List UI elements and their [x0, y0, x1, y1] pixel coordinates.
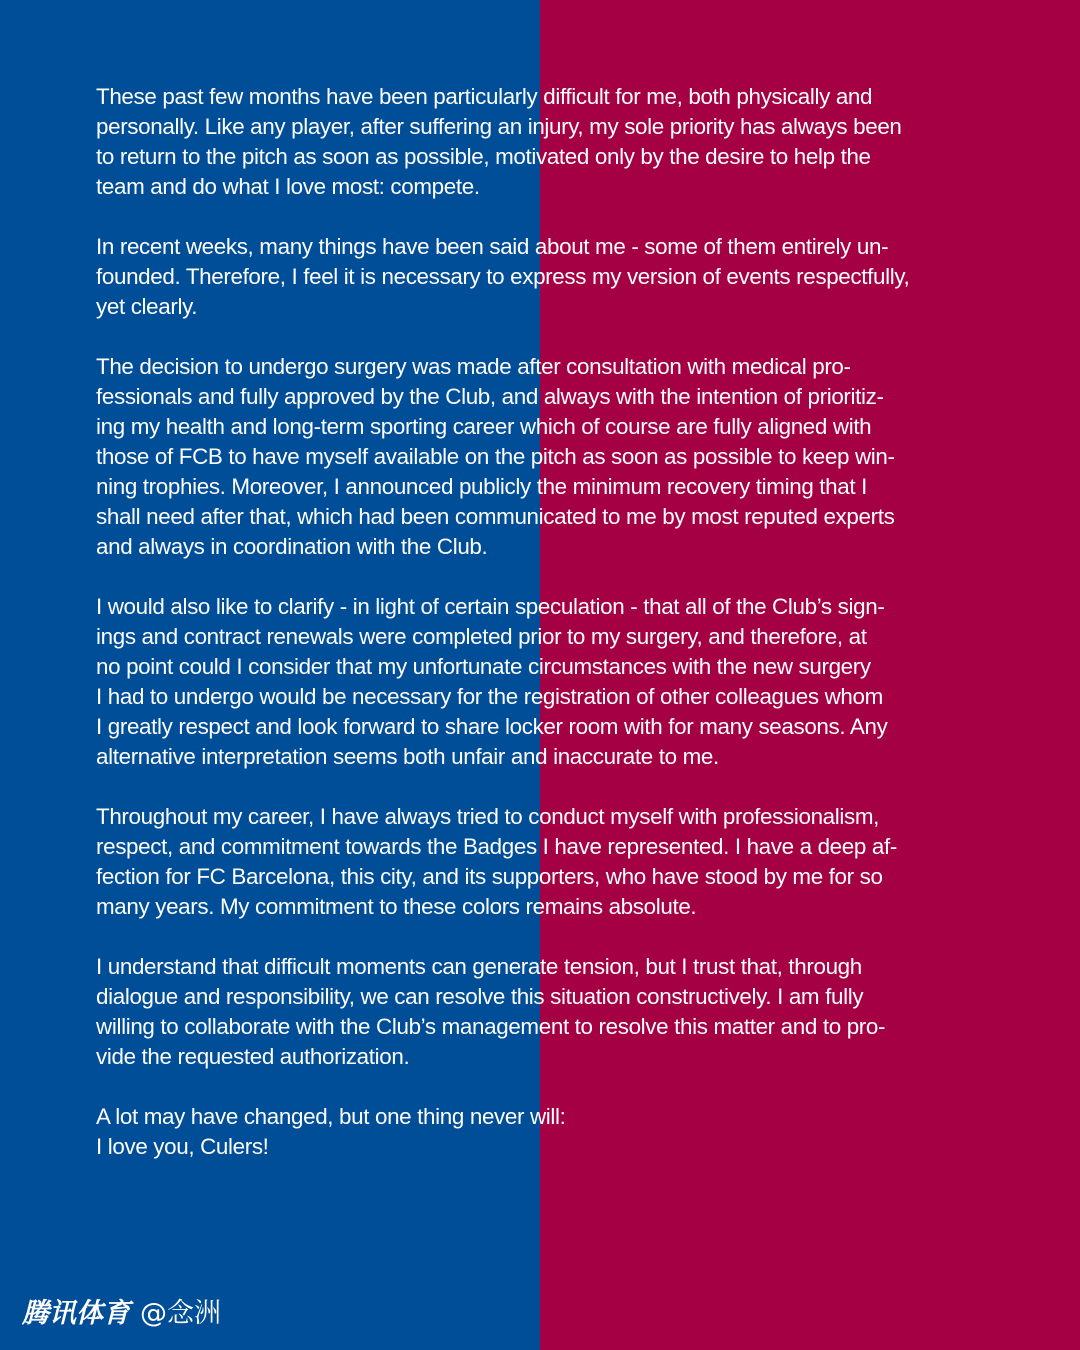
text-line: to return to the pitch as soon as possible, motivated only by the desire to help the: [96, 144, 871, 169]
text-line: fessionals and fully approved by the Club, and always with the intention of prioritiz-: [96, 384, 884, 409]
paragraph-6: [96, 952, 1016, 1072]
text-line: willing to collaborate with the Club’s management to resolve this matter and to pro-: [96, 1014, 886, 1039]
text-line: I love you, Culers!: [96, 1134, 269, 1159]
text-line: The decision to undergo surgery was made after consultation with medical pro-: [96, 354, 851, 379]
paragraph-2: [96, 232, 1016, 322]
text-line: I greatly respect and look forward to share locker room with for many seasons. Any: [96, 714, 888, 739]
text-line: vide the requested authorization.: [96, 1044, 410, 1069]
paragraph-1: [96, 82, 1016, 202]
paragraph-4: [96, 592, 1016, 772]
text-line: founded. Therefore, I feel it is necessary to express my version of events respectfully,: [96, 264, 910, 289]
text-line: These past few months have been particularly difficult for me, both physically and: [96, 84, 873, 109]
text-line: alternative interpretation seems both unfair and inaccurate to me.: [96, 744, 719, 769]
text-line: team and do what I love most: compete.: [96, 174, 480, 199]
text-line: ing my health and long-term sporting career which of course are fully aligned with: [96, 414, 872, 439]
text-line: shall need after that, which had been communicated to me by most reputed experts: [96, 504, 895, 529]
text-line: Throughout my career, I have always tried to conduct myself with professionalism,: [96, 804, 880, 829]
text-line: personally. Like any player, after suffering an injury, my sole priority has always been: [96, 114, 902, 139]
text-line: I had to undergo would be necessary for the registration of other colleagues whom: [96, 684, 883, 709]
watermark-brand: 腾讯体育: [22, 1298, 130, 1329]
text-line: those of FCB to have myself available on the pitch as soon as possible to keep win-: [96, 444, 895, 469]
text-line: ning trophies. Moreover, I announced publicly the minimum recovery timing that I: [96, 474, 867, 499]
text-line: ings and contract renewals were completed prior to my surgery, and therefore, at: [96, 624, 867, 649]
paragraph-5: [96, 802, 1016, 922]
text-line: no point could I consider that my unfortunate circumstances with the new surgery: [96, 654, 871, 679]
text-line: I understand that difficult moments can generate tension, but I trust that, through: [96, 954, 862, 979]
text-line: many years. My commitment to these colors remains absolute.: [96, 894, 697, 919]
paragraph-closing: [96, 1102, 1016, 1162]
text-line: dialogue and responsibility, we can resolve this situation constructively. I am fully: [96, 984, 864, 1009]
watermark-handle: @念洲: [140, 1298, 221, 1329]
text-line: A lot may have changed, but one thing never will:: [96, 1104, 566, 1129]
text-line: and always in coordination with the Club.: [96, 534, 488, 559]
text-line: fection for FC Barcelona, this city, and its supporters, who have stood by me for so: [96, 864, 883, 889]
watermark: [22, 1296, 221, 1332]
statement-letter: [96, 82, 1016, 1192]
text-line: I would also like to clarify - in light of certain speculation - that all of the Club’s sign-: [96, 594, 885, 619]
text-line: In recent weeks, many things have been said about me - some of them entirely un-: [96, 234, 889, 259]
paragraph-3: [96, 352, 1016, 562]
text-line: yet clearly.: [96, 294, 198, 319]
text-line: respect, and commitment towards the Badges I have represented. I have a deep af-: [96, 834, 897, 859]
